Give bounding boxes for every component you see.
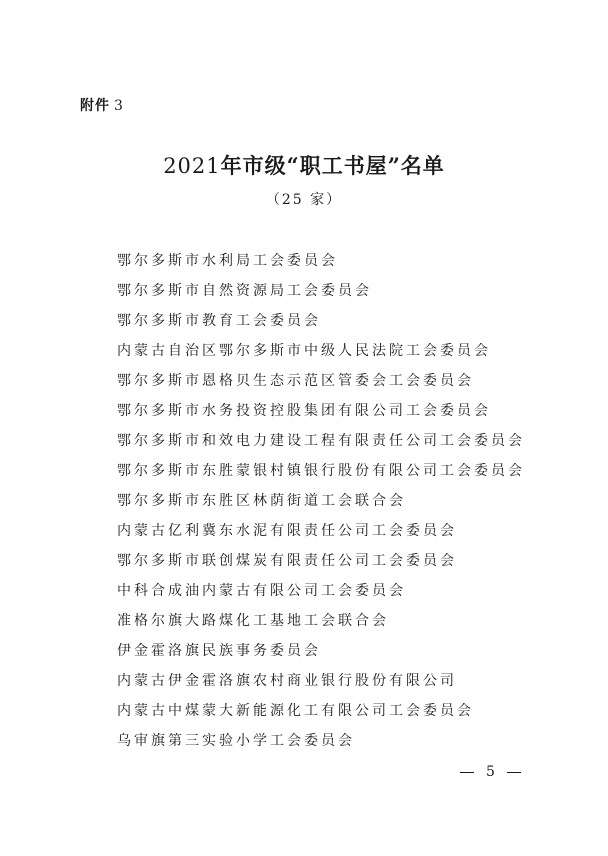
page-number-dash-left — [460, 772, 474, 773]
list-item: 鄂尔多斯市东胜蒙银村镇银行股份有限公司工会委员会 — [117, 463, 525, 479]
list-item: 内蒙古中煤蒙大新能源化工有限公司工会委员会 — [117, 703, 474, 719]
list-item: 鄂尔多斯市自然资源局工会委员会 — [117, 283, 372, 299]
attachment-label-text: 附件 — [80, 98, 110, 114]
list-item: 准格尔旗大路煤化工基地工会联合会 — [117, 613, 389, 629]
list-item: 乌审旗第三实验小学工会委员会 — [117, 733, 355, 749]
list-item: 鄂尔多斯市教育工会委员会 — [117, 313, 321, 329]
list-item: 鄂尔多斯市水利局工会委员会 — [117, 253, 338, 269]
list-item: 内蒙古亿利冀东水泥有限责任公司工会委员会 — [117, 523, 457, 539]
page-number — [460, 762, 521, 782]
list-item: 鄂尔多斯市水务投资控股集团有限公司工会委员会 — [117, 403, 491, 419]
list-item: 中科合成油内蒙古有限公司工会委员会 — [117, 583, 406, 599]
document-title — [0, 152, 608, 180]
title-text: 年市级“职工书屋”名单 — [220, 153, 445, 178]
list-item: 鄂尔多斯市恩格贝生态示范区管委会工会委员会 — [117, 373, 474, 389]
list-item: 鄂尔多斯市联创煤炭有限责任公司工会委员会 — [117, 553, 457, 569]
list-item: 伊金霍洛旗民族事务委员会 — [117, 643, 321, 659]
document-subtitle: （25 家） — [265, 192, 343, 208]
list-item: 鄂尔多斯市和效电力建设工程有限责任公司工会委员会 — [117, 433, 525, 449]
attachment-label — [80, 96, 124, 116]
page-number-dash-right — [507, 772, 521, 773]
attachment-number: 3 — [114, 98, 124, 114]
list-item: 内蒙古自治区鄂尔多斯市中级人民法院工会委员会 — [117, 343, 491, 359]
list-item: 鄂尔多斯市东胜区林荫街道工会联合会 — [117, 493, 406, 509]
title-year: 2021 — [163, 154, 221, 178]
organization-list — [117, 250, 525, 760]
page-number-value: 5 — [486, 764, 495, 780]
list-item: 内蒙古伊金霍洛旗农村商业银行股份有限公司 — [117, 673, 457, 689]
